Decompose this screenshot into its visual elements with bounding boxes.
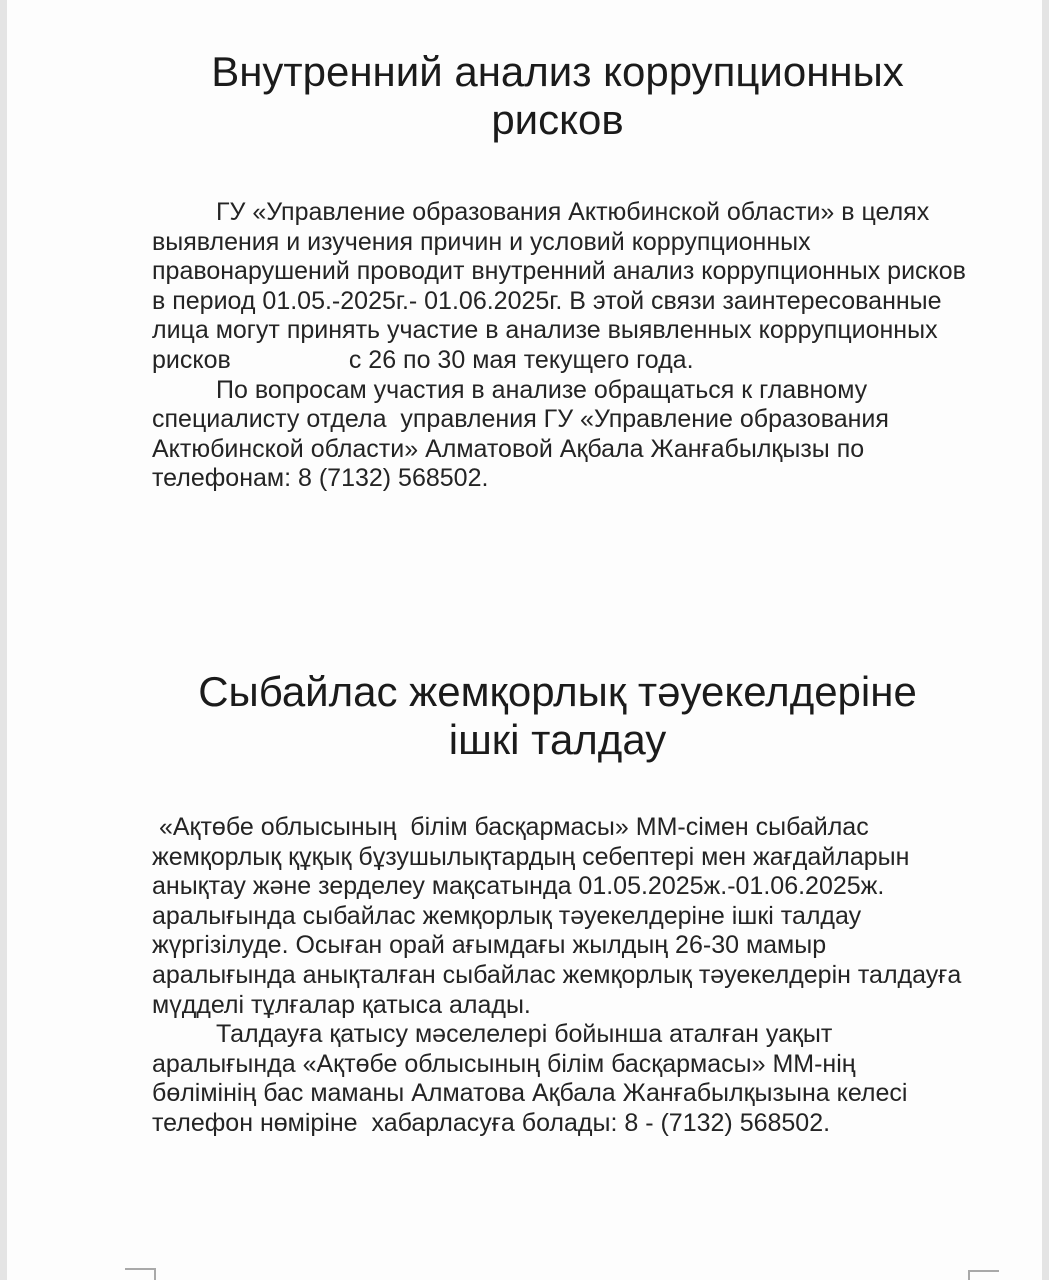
paragraph-kazakh-line: «Ақтөбе облысының білім басқармасы» ММ-сімен сыбайлас	[152, 813, 869, 841]
title-russian-line: рисков	[491, 96, 624, 143]
title-russian-line: Внутренний анализ коррупционных	[211, 48, 904, 95]
paragraph-kazakh-line: аралығында «Ақтөбе облысының білім басқармасы» ММ-нің	[152, 1049, 856, 1078]
paragraph-kazakh-line: жүргізілуде. Осыған орай ағымдағы жылдың 26-30 мамыр	[152, 931, 827, 960]
paragraph-russian-line: лица могут принять участие в анализе выявленных коррупционных	[152, 316, 938, 345]
paragraph-kazakh-line: аралығында сыбайлас жемқорлық тәуекелдеріне ішкі талдау	[152, 901, 862, 930]
title-kazakh-line: ішкі талдау	[448, 716, 667, 763]
table-corner-mark-left	[125, 1268, 156, 1280]
title-kazakh	[150, 668, 965, 764]
paragraph-russian-line: правонарушений проводит внутренний анализ коррупционных рисков	[152, 257, 966, 286]
paragraph-russian-line: выявления и изучения причин и условий коррупционных	[152, 227, 811, 256]
paragraph-russian-line: в период 01.05.-2025г.- 01.06.2025г. В этой связи заинтересованные	[152, 286, 942, 315]
paragraph-kazakh-line: аралығында анықталған сыбайлас жемқорлық тәуекелдерін талдауға	[152, 960, 962, 989]
paragraph-russian-line: Актюбинской области» Алматовой Ақбала Жанғабылқызы по	[152, 434, 865, 463]
paragraph-russian	[152, 198, 982, 494]
paragraph-russian-line: ГУ «Управление образования Актюбинской области» в целях	[216, 198, 930, 226]
paragraph-kazakh-line: мүдделі тұлғалар қатыса алады.	[152, 990, 531, 1019]
title-kazakh-line: Сыбайлас жемқорлық тәуекелдеріне	[198, 668, 917, 715]
paragraph-russian-line: телефонам: 8 (7132) 568502.	[152, 464, 489, 493]
left-edge-strip	[0, 0, 7, 1280]
paragraph-russian-line: По вопросам участия в анализе обращаться к главному	[216, 375, 868, 404]
paragraph-russian-line: специалисту отдела управления ГУ «Управление образования	[152, 405, 889, 434]
paragraph-kazakh	[152, 813, 982, 1139]
paragraph-russian-line: рисков с 26 по 30 мая текущего года.	[152, 345, 694, 374]
paragraph-kazakh-line: анықтау және зерделеу мақсатында 01.05.2025ж.-01.06.2025ж.	[152, 872, 885, 901]
right-edge-strip	[1042, 0, 1049, 1280]
paragraph-kazakh-line: жемқорлық құқық бұзушылықтардың себептері мен жағдайларын	[152, 842, 910, 871]
paragraph-kazakh-line: телефон нөміріне хабарласуға болады: 8 - (7132) 568502.	[152, 1108, 831, 1137]
paragraph-kazakh-line: бөлімінің бас маманы Алматова Ақбала Жанғабылқызына келесі	[152, 1079, 908, 1108]
table-corner-mark-right	[968, 1270, 999, 1280]
paragraph-kazakh-line: Талдауға қатысу мәселелері бойынша аталған уақыт	[216, 1020, 833, 1049]
title-russian	[150, 48, 965, 144]
